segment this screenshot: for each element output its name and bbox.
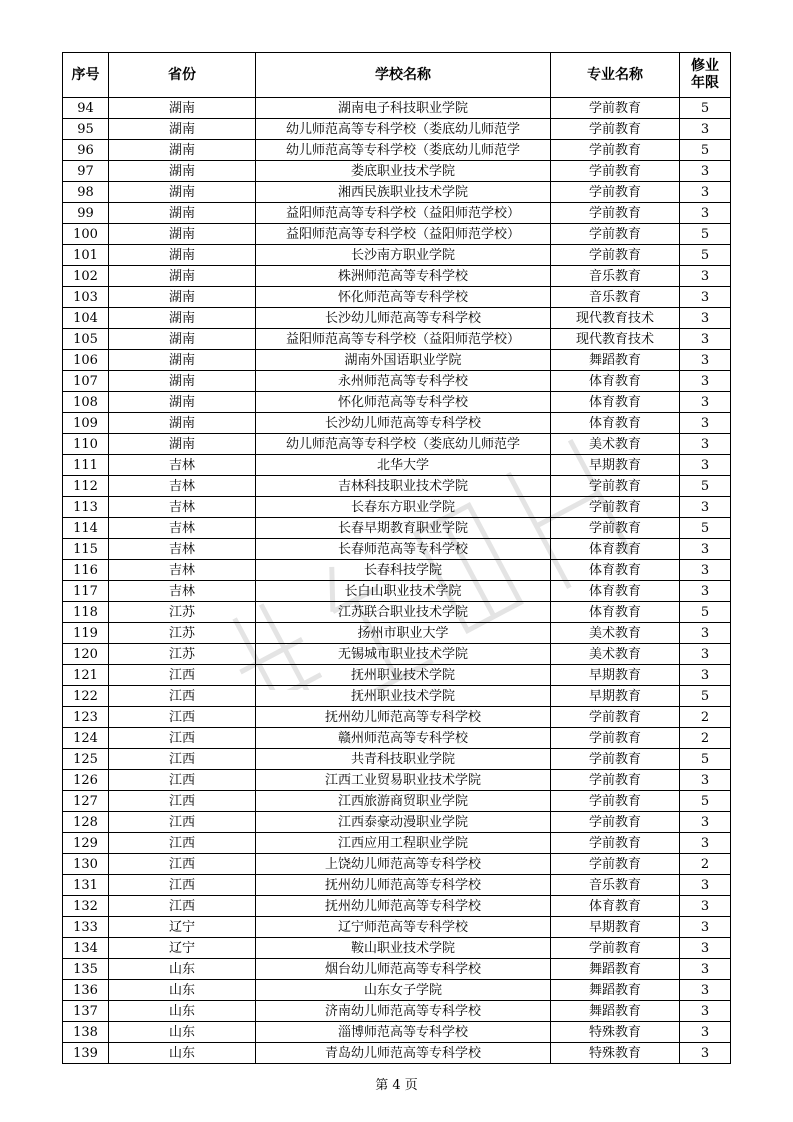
cell-seq: 107 [63,371,109,392]
cell-seq: 114 [63,518,109,539]
cell-major: 美术教育 [551,434,680,455]
table-row [63,518,731,539]
cell-seq: 113 [63,497,109,518]
cell-school: 幼儿师范高等专科学校（娄底幼儿师范学 [256,434,551,455]
cell-province: 吉林 [109,560,256,581]
cell-duration: 3 [680,434,731,455]
cell-duration: 3 [680,161,731,182]
cell-major: 体育教育 [551,539,680,560]
cell-school: 江西旅游商贸职业学院 [256,791,551,812]
cell-major: 学前教育 [551,476,680,497]
cell-seq: 138 [63,1022,109,1043]
cell-major: 音乐教育 [551,287,680,308]
table-row [63,686,731,707]
table-row [63,203,731,224]
cell-major: 学前教育 [551,245,680,266]
cell-major: 体育教育 [551,560,680,581]
cell-duration: 3 [680,896,731,917]
cell-province: 湖南 [109,182,256,203]
cell-school: 济南幼儿师范高等专科学校 [256,1001,551,1022]
cell-province: 湖南 [109,245,256,266]
cell-major: 学前教育 [551,497,680,518]
cell-school: 长春科技学院 [256,560,551,581]
cell-major: 学前教育 [551,770,680,791]
table-row [63,224,731,245]
cell-major: 舞蹈教育 [551,1001,680,1022]
cell-seq: 137 [63,1001,109,1022]
cell-duration: 5 [680,791,731,812]
table-row [63,161,731,182]
cell-seq: 95 [63,119,109,140]
table-row [63,182,731,203]
cell-school: 江西泰豪动漫职业学院 [256,812,551,833]
table-row [63,140,731,161]
cell-seq: 96 [63,140,109,161]
cell-school: 淄博师范高等专科学校 [256,1022,551,1043]
cell-duration: 3 [680,1022,731,1043]
cell-major: 美术教育 [551,644,680,665]
cell-duration: 3 [680,266,731,287]
cell-seq: 97 [63,161,109,182]
header-province: 省份 [109,53,256,98]
cell-duration: 3 [680,980,731,1001]
cell-province: 吉林 [109,497,256,518]
cell-province: 江苏 [109,623,256,644]
cell-seq: 119 [63,623,109,644]
table-row [63,917,731,938]
cell-duration: 3 [680,1001,731,1022]
cell-major: 体育教育 [551,602,680,623]
school-list-table [62,52,731,1064]
table-row [63,434,731,455]
cell-province: 山东 [109,1001,256,1022]
cell-duration: 3 [680,413,731,434]
cell-school: 长沙幼儿师范高等专科学校 [256,413,551,434]
cell-province: 湖南 [109,329,256,350]
cell-province: 吉林 [109,476,256,497]
cell-province: 山东 [109,1043,256,1064]
cell-seq: 94 [63,98,109,119]
table-row [63,896,731,917]
cell-major: 学前教育 [551,182,680,203]
cell-province: 江西 [109,791,256,812]
cell-province: 山东 [109,959,256,980]
cell-duration: 3 [680,938,731,959]
cell-province: 湖南 [109,413,256,434]
cell-major: 学前教育 [551,791,680,812]
table-row [63,644,731,665]
cell-major: 特殊教育 [551,1043,680,1064]
cell-seq: 100 [63,224,109,245]
cell-duration: 3 [680,203,731,224]
cell-major: 现代教育技术 [551,308,680,329]
cell-major: 学前教育 [551,98,680,119]
cell-province: 江西 [109,686,256,707]
cell-seq: 134 [63,938,109,959]
cell-province: 湖南 [109,98,256,119]
cell-school: 江西工业贸易职业技术学院 [256,770,551,791]
cell-province: 湖南 [109,224,256,245]
table-row [63,707,731,728]
cell-seq: 136 [63,980,109,1001]
table-row [63,1001,731,1022]
cell-seq: 120 [63,644,109,665]
cell-major: 特殊教育 [551,1022,680,1043]
cell-major: 体育教育 [551,371,680,392]
cell-seq: 139 [63,1043,109,1064]
cell-major: 学前教育 [551,812,680,833]
cell-province: 江苏 [109,644,256,665]
cell-school: 湖南外国语职业学院 [256,350,551,371]
table-row [63,602,731,623]
cell-duration: 3 [680,560,731,581]
cell-seq: 108 [63,392,109,413]
cell-province: 江西 [109,728,256,749]
cell-major: 音乐教育 [551,266,680,287]
cell-school: 江苏联合职业技术学院 [256,602,551,623]
cell-duration: 3 [680,497,731,518]
cell-school: 长沙南方职业学院 [256,245,551,266]
table-row [63,245,731,266]
cell-seq: 122 [63,686,109,707]
cell-major: 学前教育 [551,203,680,224]
cell-province: 江西 [109,875,256,896]
cell-seq: 117 [63,581,109,602]
cell-seq: 103 [63,287,109,308]
cell-school: 青岛幼儿师范高等专科学校 [256,1043,551,1064]
cell-duration: 3 [680,350,731,371]
cell-seq: 118 [63,602,109,623]
table-row [63,623,731,644]
cell-school: 益阳师范高等专科学校（益阳师范学校） [256,224,551,245]
cell-duration: 3 [680,539,731,560]
cell-major: 学前教育 [551,938,680,959]
cell-seq: 121 [63,665,109,686]
cell-major: 体育教育 [551,413,680,434]
cell-school: 娄底职业技术学院 [256,161,551,182]
table-row [63,770,731,791]
cell-province: 江西 [109,665,256,686]
cell-province: 湖南 [109,161,256,182]
cell-seq: 99 [63,203,109,224]
cell-province: 湖南 [109,140,256,161]
cell-major: 学前教育 [551,518,680,539]
cell-school: 抚州幼儿师范高等专科学校 [256,875,551,896]
cell-province: 山东 [109,980,256,1001]
cell-seq: 105 [63,329,109,350]
header-major: 专业名称 [551,53,680,98]
cell-province: 山东 [109,1022,256,1043]
cell-province: 湖南 [109,119,256,140]
cell-province: 湖南 [109,371,256,392]
cell-major: 体育教育 [551,896,680,917]
table-row [63,1043,731,1064]
cell-major: 学前教育 [551,140,680,161]
cell-school: 湖南电子科技职业学院 [256,98,551,119]
cell-school: 益阳师范高等专科学校（益阳师范学校） [256,203,551,224]
cell-school: 长白山职业技术学院 [256,581,551,602]
cell-school: 湘西民族职业技术学院 [256,182,551,203]
cell-seq: 109 [63,413,109,434]
cell-seq: 129 [63,833,109,854]
cell-duration: 2 [680,707,731,728]
cell-province: 湖南 [109,287,256,308]
cell-seq: 116 [63,560,109,581]
cell-province: 湖南 [109,392,256,413]
cell-province: 吉林 [109,518,256,539]
table-row [63,959,731,980]
table-row [63,791,731,812]
cell-school: 北华大学 [256,455,551,476]
cell-duration: 3 [680,917,731,938]
cell-seq: 104 [63,308,109,329]
header-duration-line1: 修业 [691,58,719,74]
table-row [63,833,731,854]
cell-major: 学前教育 [551,833,680,854]
cell-duration: 5 [680,602,731,623]
cell-duration: 5 [680,140,731,161]
table-row [63,392,731,413]
cell-province: 江西 [109,749,256,770]
table-row [63,560,731,581]
cell-duration: 3 [680,182,731,203]
cell-province: 江西 [109,896,256,917]
table-row [63,350,731,371]
cell-school: 抚州职业技术学院 [256,686,551,707]
cell-major: 体育教育 [551,581,680,602]
cell-duration: 5 [680,686,731,707]
cell-school: 赣州师范高等专科学校 [256,728,551,749]
table-row [63,539,731,560]
table-row [63,854,731,875]
cell-seq: 123 [63,707,109,728]
cell-duration: 5 [680,245,731,266]
cell-seq: 128 [63,812,109,833]
cell-duration: 2 [680,728,731,749]
cell-major: 学前教育 [551,161,680,182]
cell-major: 早期教育 [551,665,680,686]
table-row [63,728,731,749]
cell-duration: 5 [680,749,731,770]
cell-seq: 115 [63,539,109,560]
cell-major: 舞蹈教育 [551,959,680,980]
cell-duration: 5 [680,518,731,539]
cell-duration: 3 [680,1043,731,1064]
cell-seq: 112 [63,476,109,497]
cell-school: 山东女子学院 [256,980,551,1001]
cell-major: 现代教育技术 [551,329,680,350]
cell-duration: 3 [680,770,731,791]
cell-duration: 3 [680,581,731,602]
cell-school: 吉林科技职业技术学院 [256,476,551,497]
cell-school: 长春早期教育职业学院 [256,518,551,539]
table-row [63,329,731,350]
cell-province: 吉林 [109,539,256,560]
cell-major: 舞蹈教育 [551,980,680,1001]
cell-school: 江西应用工程职业学院 [256,833,551,854]
header-school: 学校名称 [256,53,551,98]
table-row [63,98,731,119]
cell-province: 湖南 [109,266,256,287]
cell-major: 学前教育 [551,854,680,875]
cell-major: 早期教育 [551,455,680,476]
cell-seq: 127 [63,791,109,812]
cell-duration: 5 [680,476,731,497]
cell-duration: 3 [680,119,731,140]
cell-province: 江西 [109,833,256,854]
cell-major: 美术教育 [551,623,680,644]
cell-school: 怀化师范高等专科学校 [256,392,551,413]
cell-province: 湖南 [109,350,256,371]
cell-school: 益阳师范高等专科学校（益阳师范学校） [256,329,551,350]
cell-school: 鞍山职业技术学院 [256,938,551,959]
cell-seq: 126 [63,770,109,791]
cell-province: 江苏 [109,602,256,623]
cell-province: 湖南 [109,434,256,455]
cell-seq: 132 [63,896,109,917]
cell-seq: 106 [63,350,109,371]
cell-province: 辽宁 [109,917,256,938]
table-row [63,938,731,959]
cell-duration: 3 [680,287,731,308]
table-row [63,749,731,770]
cell-school: 怀化师范高等专科学校 [256,287,551,308]
cell-duration: 5 [680,224,731,245]
table-body [63,98,731,1064]
cell-duration: 5 [680,98,731,119]
cell-major: 体育教育 [551,392,680,413]
table-row [63,287,731,308]
table-row [63,665,731,686]
cell-seq: 135 [63,959,109,980]
table-row [63,812,731,833]
cell-province: 江西 [109,707,256,728]
cell-major: 早期教育 [551,686,680,707]
cell-seq: 124 [63,728,109,749]
cell-province: 吉林 [109,455,256,476]
cell-duration: 3 [680,455,731,476]
cell-school: 烟台幼儿师范高等专科学校 [256,959,551,980]
cell-seq: 102 [63,266,109,287]
table-row [63,497,731,518]
cell-major: 学前教育 [551,749,680,770]
cell-seq: 130 [63,854,109,875]
table-row [63,266,731,287]
cell-duration: 3 [680,812,731,833]
cell-seq: 111 [63,455,109,476]
cell-major: 早期教育 [551,917,680,938]
cell-school: 株洲师范高等专科学校 [256,266,551,287]
table-row [63,371,731,392]
cell-school: 长春东方职业学院 [256,497,551,518]
cell-school: 长沙幼儿师范高等专科学校 [256,308,551,329]
cell-duration: 3 [680,959,731,980]
header-seq: 序号 [63,53,109,98]
cell-school: 辽宁师范高等专科学校 [256,917,551,938]
cell-school: 抚州幼儿师范高等专科学校 [256,896,551,917]
cell-duration: 3 [680,644,731,665]
table-row [63,119,731,140]
cell-province: 吉林 [109,581,256,602]
cell-province: 湖南 [109,203,256,224]
cell-seq: 110 [63,434,109,455]
cell-school: 抚州职业技术学院 [256,665,551,686]
cell-duration: 3 [680,371,731,392]
cell-province: 江西 [109,854,256,875]
cell-seq: 125 [63,749,109,770]
table-row [63,980,731,1001]
cell-seq: 101 [63,245,109,266]
cell-school: 扬州市职业大学 [256,623,551,644]
cell-duration: 3 [680,833,731,854]
cell-province: 辽宁 [109,938,256,959]
cell-major: 学前教育 [551,119,680,140]
header-duration [680,53,731,98]
table-row [63,308,731,329]
cell-duration: 3 [680,329,731,350]
cell-school: 抚州幼儿师范高等专科学校 [256,707,551,728]
table-row [63,581,731,602]
cell-major: 音乐教育 [551,875,680,896]
table-row [63,476,731,497]
cell-duration: 3 [680,308,731,329]
cell-school: 共青科技职业学院 [256,749,551,770]
cell-school: 长春师范高等专科学校 [256,539,551,560]
cell-seq: 133 [63,917,109,938]
cell-major: 舞蹈教育 [551,350,680,371]
table-row [63,875,731,896]
cell-province: 江西 [109,770,256,791]
cell-province: 湖南 [109,308,256,329]
cell-school: 无锡城市职业技术学院 [256,644,551,665]
cell-major: 学前教育 [551,224,680,245]
cell-province: 江西 [109,812,256,833]
cell-duration: 3 [680,392,731,413]
cell-duration: 3 [680,665,731,686]
cell-major: 学前教育 [551,728,680,749]
table-row [63,455,731,476]
cell-duration: 3 [680,875,731,896]
cell-seq: 98 [63,182,109,203]
table-row [63,1022,731,1043]
table-row [63,413,731,434]
page-number: 第 4 页 [375,1078,418,1093]
cell-seq: 131 [63,875,109,896]
table-header-row [63,53,731,98]
cell-school: 永州师范高等专科学校 [256,371,551,392]
cell-school: 幼儿师范高等专科学校（娄底幼儿师范学 [256,140,551,161]
cell-major: 学前教育 [551,707,680,728]
cell-duration: 3 [680,623,731,644]
header-duration-line2: 年限 [691,75,719,91]
cell-school: 幼儿师范高等专科学校（娄底幼儿师范学 [256,119,551,140]
cell-school: 上饶幼儿师范高等专科学校 [256,854,551,875]
cell-duration: 2 [680,854,731,875]
